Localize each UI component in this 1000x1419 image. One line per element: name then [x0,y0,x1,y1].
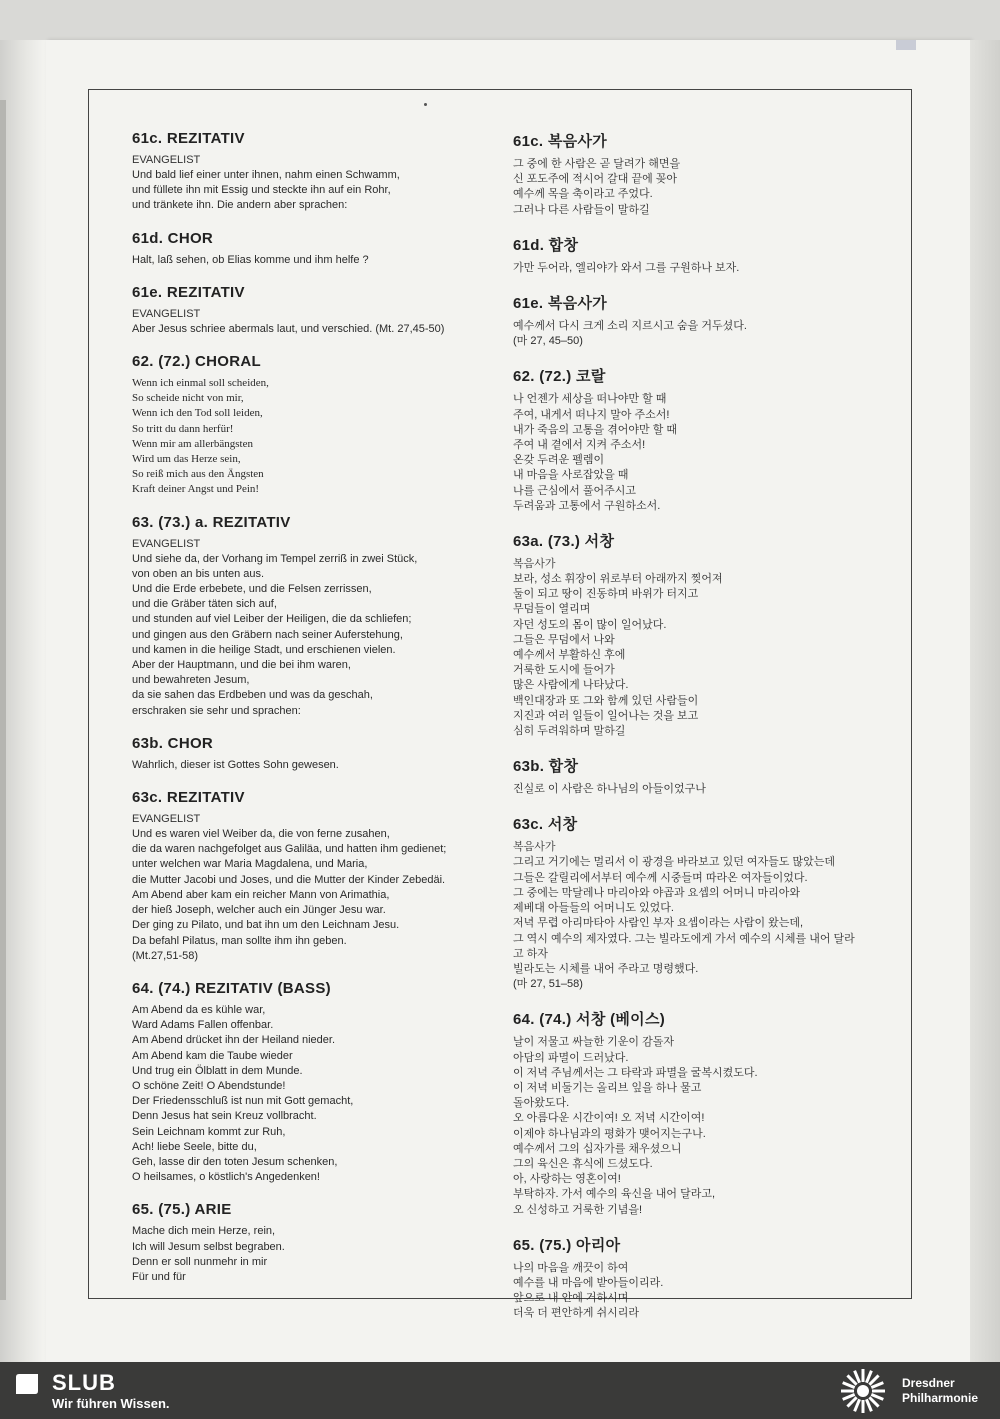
text-line: Denn Jesus hat sein Kreuz vollbracht. [132,1110,317,1123]
text-line: Wahrlich, dieser ist Gottes Sohn gewesen. [132,758,339,771]
section-heading: 63b. 합창 [513,758,579,776]
section [132,284,502,337]
text-line: Geh, lasse dir den toten Jesum schenken, [132,1155,338,1168]
section-heading: 61c. 복음사가 [513,133,608,150]
section [132,1201,502,1285]
slub-logo-icon[interactable] [16,1374,38,1394]
text-line: 거룩한 도시에 들어가 [513,664,615,677]
philharmonie-logo-icon[interactable] [838,1366,888,1416]
text-line: Aber der Hauptmann, und die bei ihm waren, [132,659,351,672]
section [513,1234,883,1322]
text-line: Kraft deiner Angst und Pein! [132,483,260,496]
text-line: 저녁 무렵 아리마타아 사람인 부자 요셉이라는 사람이 왔는데, [513,917,804,930]
logo-ray [871,1394,883,1399]
philharmonie-line-1: Dresdner [902,1376,955,1390]
text-line: 나 언젠가 세상을 떠나야만 할 때 [513,393,667,406]
text-line: und füllete ihn mit Essig und steckte ihn auf ein Rohr, [132,184,391,197]
section-role: EVANGELIST [132,307,201,320]
logo-ray [866,1371,871,1383]
section-heading: 65. (75.) ARIE [132,1201,232,1219]
text-line: die Mutter Jacobi und Joses, und die Mutter der Kinder Zebedäi. [132,873,446,886]
text-line: 제베대 아들들의 어머니도 있었다. [513,902,674,915]
text-line: 오 아름다운 시간이여! 오 저녁 시간이여! [513,1112,705,1125]
text-line: 부탁하자. 가서 예수의 육신을 내어 달라고, [513,1188,716,1201]
text-line: Und bald lief einer unter ihnen, nahm einen Schwamm, [132,169,400,181]
section-heading: 63b. CHOR [132,734,214,752]
slub-title: SLUB [52,1370,116,1395]
text-line: 백인대장과 또 그와 함께 있던 사람들이 [513,694,699,707]
section-role: EVANGELIST [132,813,201,826]
section-heading: 62. (72.) CHORAL [132,353,261,371]
text-line: Der ging zu Pilato, und bat ihn um den Leichnam Jesu. [132,919,400,932]
text-line: 나를 근심에서 풀어주시고 [513,484,636,497]
section [513,292,883,349]
section-heading: 63c. REZITATIV [132,789,245,807]
text-line: Sein Leichnam kommt zur Ruh, [132,1125,286,1138]
text-line: 예수께서 다시 크게 소리 지르시고 숨을 거두셨다. [513,320,747,333]
text-line: Am Abend da es kühle war, [132,1003,266,1016]
footer-bar [0,1362,1000,1419]
section-heading: 61e. REZITATIV [132,283,245,301]
section-heading: 64. (74.) REZITATIV (BASS) [132,979,331,997]
text-line: 온갖 두려운 펠렘이 [513,454,605,467]
text-line: 두려움과 고통에서 구원하소서. [513,499,661,512]
text-line: 그 중에 한 사람은 곧 달려가 해면을 [513,158,681,170]
logo-ray [855,1371,860,1383]
text-line: 그들은 무덤에서 나와 [513,633,615,646]
text-line: 예수를 내 마음에 받아들이리라. [513,1276,664,1289]
text-line: 보라, 성소 휘장이 위로부터 아래까지 찢어져 [513,573,723,586]
page-edge [970,40,1000,1362]
text-line: 내가 죽음의 고통을 겪어야만 할 때 [513,423,678,436]
text-line: Denn er soll nunmehr in mir [132,1255,268,1268]
text-line: 그 중에는 막달레나 마리아와 야곱과 요셉의 어머니 마리아와 [513,886,801,899]
text-line: und tränkete ihn. Die andern aber sprachen: [132,199,348,212]
slub-subtitle: Wir führen Wissen. [52,1396,170,1411]
logo-ray [871,1383,883,1388]
text-line: 무덤들이 열리며 [513,603,591,616]
text-line: 앞으로 내 안에 거하시며 [513,1292,629,1305]
scan-mark [896,40,916,50]
text-line: So scheide nicht von mir, [132,392,244,405]
text-line: 빌라도는 시체를 내어 주라고 명령했다. [513,962,699,975]
text-line: O heilsames, o köstlich's Angedenken! [132,1171,320,1184]
text-line: 가만 두어라, 엘리야가 와서 그를 구원하나 보자. [513,261,740,274]
text-line: und kamen in die heilige Stadt, und erschienen vielen. [132,643,396,656]
text-line: 많은 사람에게 나타났다. [513,679,629,692]
text-line: 고 하자 [513,947,548,960]
text-line: (마 27, 51–58) [513,978,583,991]
korean-column [513,130,883,1322]
text-line: So tritt du dann herfür! [132,422,234,435]
text-line: und bewahreten Jesum, [132,674,250,687]
section [132,130,502,214]
text-line: die da waren nachgefolget aus Galiläa, und hatten ihm gedienet; [132,843,447,856]
section-heading: 62. (72.) 코랄 [513,368,606,386]
text-line: Wird um das Herze sein, [132,453,241,466]
text-line: Am Abend drücket ihn der Heiland nieder. [132,1034,336,1047]
text-line: 오 신성하고 거룩한 기념을! [513,1203,643,1216]
section [513,365,883,514]
text-line: 심히 두려워하며 말하길 [513,725,626,738]
text-line: 신 포도주에 적시어 갈대 끝에 꽂아 [513,173,678,186]
logo-ray [869,1397,878,1406]
text-line: Für und für [132,1270,186,1283]
german-column [132,130,502,1285]
text-line: 그러나 다른 사람들이 말하길 [513,203,650,216]
text-line: (Mt.27,51-58) [132,949,199,962]
section-role: EVANGELIST [132,537,201,550]
text-line: 이제야 하나님과의 평화가 맺어지는구나. [513,1127,706,1140]
logo-ray [869,1375,878,1384]
text-line: 그 역시 예수의 제자였다. 그는 빌라도에게 가서 예수의 시체를 내어 달라 [513,932,855,945]
book-spine [0,40,47,1362]
text-line: 이 저녁 비둘기는 올리브 잎을 하나 물고 [513,1081,702,1094]
text-line: 진실로 이 사람은 하나님의 아들이었구나 [513,783,706,796]
text-line: Und es waren viel Weiber da, die von ferne zusahen, [132,828,390,841]
text-line: 그들은 갈릴리에서부터 예수께 시중들며 따라온 여자들이었다. [513,871,808,884]
page-dot [424,103,427,106]
text-line: 주여 내 곁에서 지켜 주소서! [513,439,646,452]
text-line: Ach! liebe Seele, bitte du, [132,1140,257,1153]
text-line: Ward Adams Fallen offenbar. [132,1019,274,1032]
section-role: 복음사가 [513,841,556,854]
text-line: 돌아왔도다. [513,1097,570,1110]
logo-ray [843,1383,855,1388]
text-line: 아, 사랑하는 영혼이여! [513,1173,621,1186]
text-line: 내 마음을 사로잡았을 때 [513,469,629,482]
section-heading: 63c. 서창 [513,816,578,834]
section [132,230,502,268]
text-line: Ich will Jesum selbst begraben. [132,1240,285,1253]
text-line: da sie sahen das Erdbeben und was da geschah, [132,689,373,702]
section [513,1008,883,1217]
section [513,130,883,218]
text-line: 예수께 목을 축이라고 주었다. [513,188,653,201]
philharmonie-name [902,1376,978,1406]
text-line: Halt, laß sehen, ob Elias komme und ihm helfe ? [132,253,369,266]
text-line: 예수께서 부활하신 후에 [513,649,626,662]
text-line: 더욱 더 편안하게 쉬시리라 [513,1307,640,1320]
section [513,234,883,276]
text-line: 지진과 여러 일들이 일어나는 것을 보고 [513,709,699,722]
text-line: 자던 성도의 몸이 많이 일어났다. [513,618,667,631]
text-line: Am Abend aber kam ein reicher Mann von Arimathia, [132,888,390,901]
section [132,514,502,719]
section-heading: 63. (73.) a. REZITATIV [132,513,291,531]
logo-ray [843,1394,855,1399]
text-line: Da befahl Pilatus, man sollte ihm ihn geben. [132,934,347,947]
section-heading: 61d. 합창 [513,236,579,254]
text-line: und gingen aus den Gräbern nach seiner Auferstehung, [132,628,403,641]
logo-ray [855,1399,860,1411]
section [132,980,502,1185]
text-line: und die Gräber täten sich auf, [132,598,277,611]
text-line: 예수께서 그의 십자가를 채우셨으니 [513,1142,682,1155]
section-heading: 61c. REZITATIV [132,130,245,147]
section [132,735,502,773]
logo-ray [847,1397,856,1406]
text-line: Wenn ich einmal soll scheiden, [132,377,269,390]
section-role: EVANGELIST [132,154,201,166]
text-line: 나의 마음을 깨끗이 하여 [513,1261,629,1274]
text-line: Und siehe da, der Vorhang im Tempel zerriß in zwei Stück, [132,552,418,565]
text-line: Wenn ich den Tod soll leiden, [132,407,263,420]
section-heading: 61d. CHOR [132,229,214,247]
text-line: Und die Erde erbebete, und die Felsen zerrissen, [132,583,372,596]
text-line: unter welchen war Maria Magdalena, und Maria, [132,858,368,871]
text-line: 둘이 되고 땅이 진동하며 바위가 터지고 [513,588,699,601]
text-line: Der Friedensschluß ist nun mit Gott gemacht, [132,1095,354,1108]
section-heading: 61e. 복음사가 [513,295,608,313]
section [513,813,883,992]
section-heading: 64. (74.) 서창 (베이스) [513,1011,666,1029]
section [132,789,502,964]
text-line: erschraken sie sehr und sprachen: [132,704,301,717]
text-line: 날이 저물고 싸늘한 기운이 감돌자 [513,1036,674,1049]
section-heading: 65. (75.) 아리아 [513,1236,621,1254]
section-role: 복음사가 [513,558,556,571]
text-line: 이 저녁 주님께서는 그 타락과 파멸을 굴복시켰도다. [513,1066,758,1079]
text-line: Wenn mir am allerbängsten [132,437,253,450]
text-line: (마 27, 45–50) [513,335,583,348]
text-line: Aber Jesus schriee abermals laut, und verschied. (Mt. 27,45-50) [132,322,445,335]
philharmonie-line-2: Philharmonie [902,1391,979,1405]
logo-ray [847,1375,856,1384]
text-line: 그리고 거기에는 멀리서 이 광경을 바라보고 있던 여자들도 많았는데 [513,856,835,869]
text-line: So reiß mich aus den Ängsten [132,468,264,481]
section-heading: 63a. (73.) 서창 [513,533,615,551]
logo-ray [866,1399,871,1411]
text-line: O schöne Zeit! O Abendstunde! [132,1079,286,1092]
text-line: Am Abend kam die Taube wieder [132,1049,293,1062]
text-line: 주여, 내게서 떠나지 말아 주소서! [513,408,670,421]
section [513,755,883,797]
text-line: und stunden auf viel Leiber der Heiligen, die da schliefen; [132,613,412,626]
spine-shadow [0,100,6,1300]
text-line: Und trug ein Ölblatt in dem Munde. [132,1064,303,1077]
text-line: 아담의 파멸이 드러났다. [513,1051,629,1064]
text-line: der hieß Joseph, welcher auch ein Jünger Jesu war. [132,904,386,917]
text-line: Mache dich mein Herze, rein, [132,1225,276,1238]
text-line: von oben an bis unten aus. [132,567,265,580]
section [132,353,502,498]
text-line: 그의 육신은 휴식에 드셨도다. [513,1157,653,1170]
section [513,530,883,739]
